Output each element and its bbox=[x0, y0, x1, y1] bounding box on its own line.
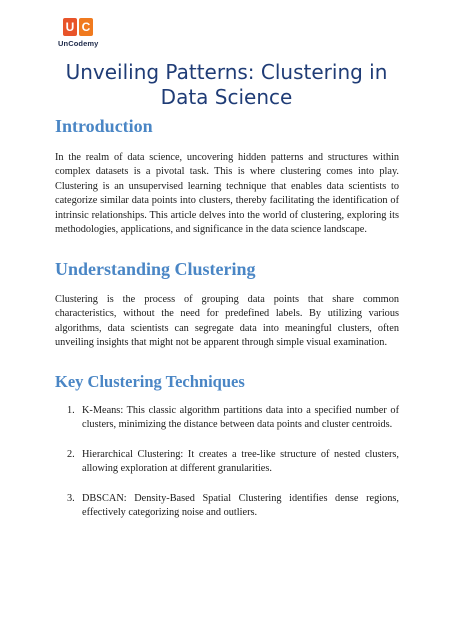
logo-text: UnCodemy bbox=[58, 39, 99, 48]
introduction-paragraph: In the realm of data science, uncovering hidden patterns and structures within complex datasets is a pivotal task. This is where clustering comes into play. Clustering is an unsupervised learning technique that enables data scientists to categorize similar data points into clusters, thereby facilitating the identification of intrinsic relationships. This article delves into the world of clustering, exploring its methodologies, applications, and significance in the data science landscape. bbox=[55, 152, 399, 236]
uncodemy-logo bbox=[58, 18, 102, 58]
logo-letter-u: U bbox=[63, 18, 77, 36]
heading-understanding-clustering: Understanding Clustering bbox=[55, 259, 256, 279]
list-item-text: DBSCAN: Density-Based Spatial Clustering identifies dense regions, effectively categorizing noise and outliers. bbox=[82, 492, 399, 519]
list-item-text: Hierarchical Clustering: It creates a tree-like structure of nested clusters, allowing exploration at different granularities. bbox=[82, 448, 399, 475]
heading-introduction: Introduction bbox=[55, 116, 153, 136]
logo-letter-c: C bbox=[79, 18, 93, 36]
list-item bbox=[55, 404, 399, 433]
understanding-clustering-paragraph: Clustering is the process of grouping data points that share common characteristics, without the need for predefined labels. By utilizing various algorithms, data scientists can segregate data into meaningful clusters, often unveiling insights that might not be apparent through simple visual examination. bbox=[55, 294, 399, 349]
list-item bbox=[55, 492, 399, 521]
document-title: Unveiling Patterns: Clustering in Data Science bbox=[65, 60, 388, 109]
list-item-number: 1. bbox=[67, 405, 75, 416]
logo-mark bbox=[63, 18, 102, 36]
list-item-number: 3. bbox=[67, 492, 75, 504]
list-item bbox=[55, 448, 399, 477]
list-item-text: K-Means: This classic algorithm partitions data into a specified number of clusters, minimizing the distance between data points and cluster centroids. bbox=[82, 405, 399, 431]
techniques-list bbox=[55, 404, 399, 520]
list-item-number: 2. bbox=[67, 448, 75, 460]
heading-key-clustering-techniques: Key Clustering Techniques bbox=[55, 372, 245, 391]
